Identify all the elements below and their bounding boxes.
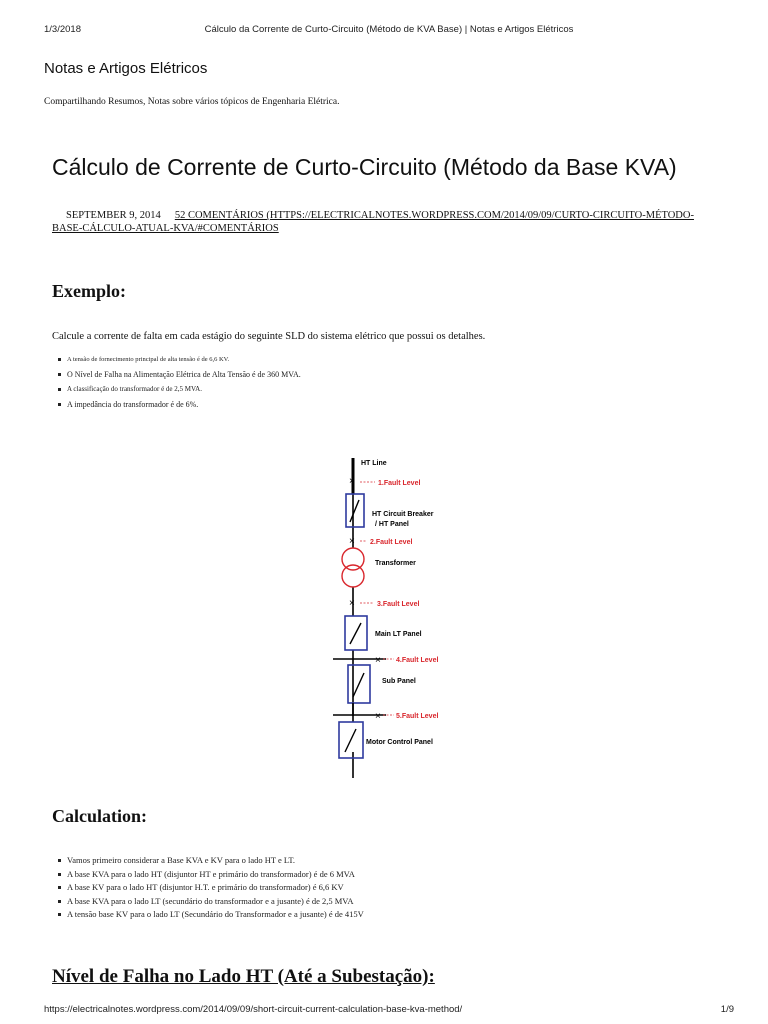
fault-marker-3: × — [349, 598, 355, 609]
fault-marker-2: × — [349, 536, 355, 547]
list-item: O Nível de Falha na Alimentação Elétrica de Alta Tensão é de 360 MVA. — [58, 369, 301, 384]
fault-label-4: 4.Fault Level — [396, 657, 439, 664]
list-item: Vamos primeiro considerar a Base KVA e KV para o lado HT e LT. — [58, 855, 364, 869]
single-line-diagram — [320, 452, 470, 784]
switch-blade — [345, 729, 356, 752]
calculation-heading: Calculation: — [52, 806, 148, 826]
fault-marker-1: × — [349, 476, 355, 487]
fault-label-1: 1.Fault Level — [378, 480, 421, 487]
site-title[interactable]: Notas e Artigos Elétricos — [44, 60, 208, 77]
fault-marker-4: × — [375, 655, 381, 666]
ht-side-heading: Nível de Falha no Lado HT (Até a Subestação): — [52, 966, 435, 987]
example-heading: Exemplo: — [52, 281, 126, 301]
example-list — [58, 354, 301, 414]
post-title: Cálculo de Corrente de Curto-Circuito (Método da Base KVA) — [52, 154, 677, 180]
site-tagline: Compartilhando Resumos, Notas sobre vários tópicos de Engenharia Elétrica. — [44, 97, 340, 107]
post-meta — [52, 209, 722, 235]
comments-link[interactable]: 52 COMENTÁRIOS (HTTPS://ELECTRICALNOTES.WORDPRESS.COM/2014/09/09/CURTO-CIRCUITO-MÉTODO-BASE-CÁLCULO-ATUAL-KVA/#COMENTÁRIOS — [52, 210, 694, 234]
diagram-label-sub-panel: Sub Panel — [382, 678, 416, 685]
diagram-label-motor-panel: Motor Control Panel — [366, 739, 433, 746]
print-page-title: Cálculo da Corrente de Curto-Circuito (Método de KVA Base) | Notas e Artigos Elétricos — [204, 24, 574, 35]
post-date: SEPTEMBER 9, 2014 — [66, 210, 161, 221]
list-item: A tensão de fornecimento principal de alta tensão é de 6,6 KV. — [58, 354, 301, 369]
list-item: A base KV para o lado HT (disjuntor H.T. e primário do transformador) é 6,6 KV — [58, 882, 364, 896]
calculation-list — [58, 855, 364, 923]
diagram-label-ht-breaker: HT Circuit Breaker — [372, 511, 434, 518]
print-header — [44, 24, 734, 38]
example-intro: Calcule a corrente de falta em cada estágio do seguinte SLD do sistema elétrico que possui os detalhes. — [52, 331, 486, 342]
transformer-primary-coil — [342, 548, 364, 570]
fault-label-2: 2.Fault Level — [370, 539, 413, 546]
fault-label-3: 3.Fault Level — [377, 601, 420, 608]
list-item: A base KVA para o lado HT (disjuntor HT e primário do transformador) é de 6 MVA — [58, 869, 364, 883]
switch-blade — [353, 673, 364, 697]
list-item: A classificação do transformador é de 2,5 MVA. — [58, 384, 301, 399]
list-item: A base KVA para o lado LT (secundário do transformador e a jusante) é de 2,5 MVA — [58, 896, 364, 910]
switch-blade — [350, 623, 361, 644]
print-footer — [44, 1004, 734, 1018]
switch-blade — [350, 500, 359, 522]
print-date: 1/3/2018 — [44, 24, 81, 35]
diagram-label-transformer: Transformer — [375, 560, 416, 567]
fault-marker-5: × — [375, 711, 381, 722]
list-item: A tensão base KV para o lado LT (Secundário do Transformador e a jusante) é de 415V — [58, 909, 364, 923]
diagram-label-ht-line: HT Line — [361, 460, 387, 467]
diagram-label-main-lt: Main LT Panel — [375, 631, 422, 638]
page-number: 1/9 — [720, 1004, 734, 1015]
fault-label-5: 5.Fault Level — [396, 713, 439, 720]
transformer-secondary-coil — [342, 565, 364, 587]
diagram-label-ht-panel: / HT Panel — [375, 521, 409, 528]
print-url: https://electricalnotes.wordpress.com/2014/09/09/short-circuit-current-calculation-base-kva-method/ — [44, 1004, 463, 1015]
list-item: A impedância do transformador é de 6%. — [58, 399, 301, 414]
